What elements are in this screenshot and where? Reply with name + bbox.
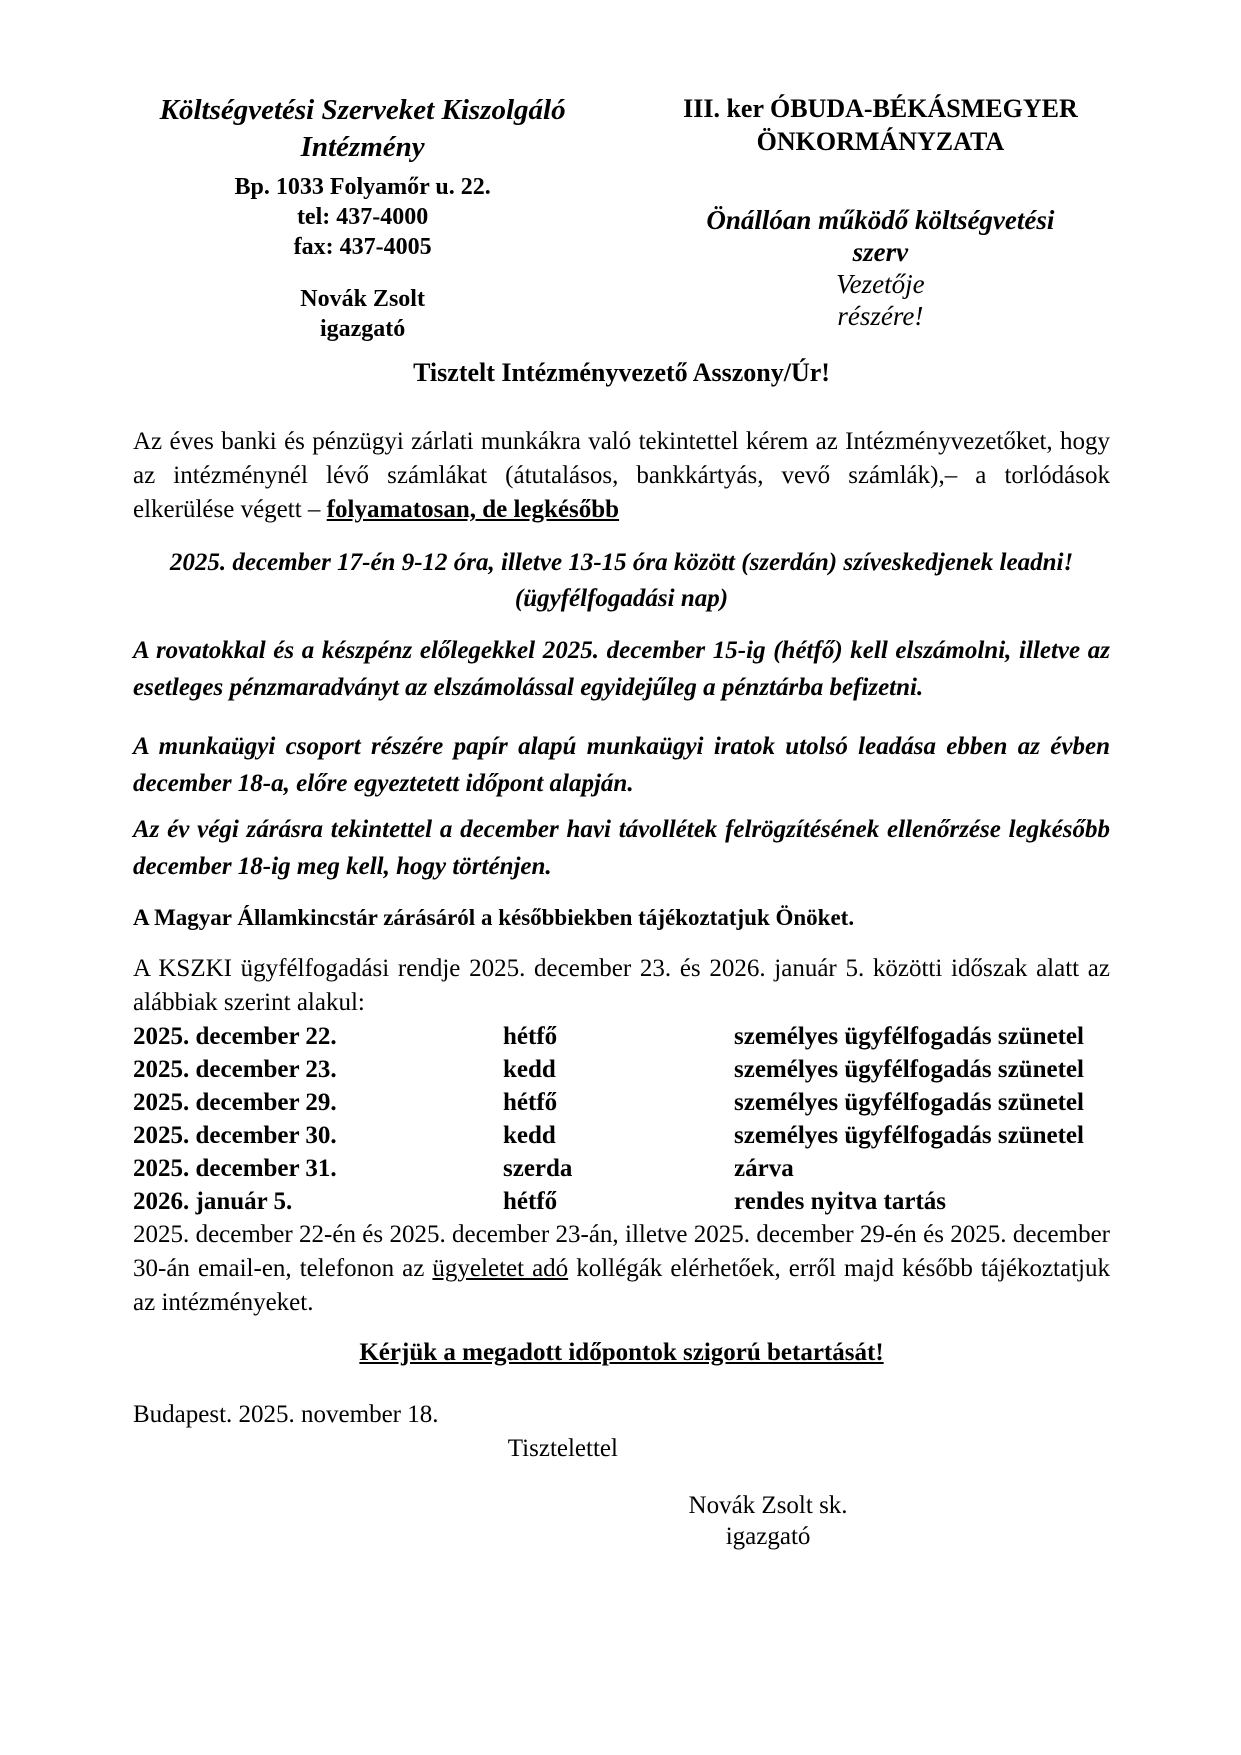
schedule-row [133,1152,1110,1185]
paragraph-intro-text: Az éves banki és pénzügyi zárlati munkákra való tekintettel kérem az Intézményvezetőket, hogy az intézménynél lévő számlákat (átutalásos, bankkártyás, vevő számlák),– a torlódások elkerülése végett – [133,428,1110,523]
sender-org-name-line2: Intézmény [300,131,425,163]
paragraph-intro-emphasis: folyamatosan, de legkésőbb [326,496,620,523]
paragraph-availability-text1: 2025. december 22-én és 2025. december 23-án, illetve 2025. december 29-én és 2025. december 30-án email-en, telefonon az [133,1221,1110,1282]
schedule-status: személyes ügyfélfogadás szünetel [734,1023,1084,1050]
schedule-date: 2025. december 30. [133,1122,337,1149]
signature-name: Novák Zsolt sk. [688,1492,848,1519]
municipality-name [651,92,1110,158]
sender-director [133,284,592,344]
sender-phone: tel: 437-4000 [296,204,429,230]
schedule-row [133,1020,1110,1053]
sender-org-name-line1: Költségvetési Szerveket Kiszolgáló [159,94,566,126]
schedule-day: hétfő [503,1188,558,1215]
schedule-day: kedd [503,1122,556,1149]
sender-fax: fax: 437-4005 [293,234,432,260]
schedule-status: zárva [734,1155,794,1182]
recipient-block [651,92,1110,332]
schedule-status: személyes ügyfélfogadás szünetel [734,1122,1084,1149]
closing-request [133,1336,1110,1370]
schedule-date: 2025. december 31. [133,1155,337,1182]
schedule-row [133,1086,1110,1119]
schedule-date: 2026. január 5. [133,1188,293,1215]
paragraph-deadline: 2025. december 17-én 9-12 óra, illetve 13-15 óra között (szerdán) szíveskedjenek leadni! (ügyfélfogadási nap) [169,549,1074,612]
recipient-role: Vezetője [836,269,925,299]
sender-address: Bp. 1033 Folyamőr u. 22. [234,174,491,200]
letterhead [133,92,1110,344]
schedule-status: személyes ügyfélfogadás szünetel [734,1089,1084,1116]
schedule-row [133,1053,1110,1086]
schedule-day: kedd [503,1056,556,1083]
municipality-line1: III. ker ÓBUDA-BÉKÁSMEGYER [683,94,1078,123]
paragraph-availability [133,1218,1110,1320]
regards-line: Tisztelettel [507,1435,618,1462]
schedule-table [133,1020,1110,1218]
paragraph-absence-check: Az év végi zárásra tekintettel a december havi távollétek felrögzítésének ellenőrzése legkésőbb december 18-ig meg kell, hogy történjen. [133,816,1110,880]
schedule-day: szerda [503,1155,573,1182]
schedule-date: 2025. december 29. [133,1089,337,1116]
recipient-org-line1: Önállóan működő költségvetési [706,205,1055,235]
salutation: Tisztelt Intézményvezető Asszony/Úr! [413,358,830,387]
signature-block [622,1490,915,1552]
paragraph-availability-underlined: ügyeletet adó [432,1255,569,1282]
schedule-date: 2025. december 23. [133,1056,337,1083]
schedule-day: hétfő [503,1089,558,1116]
closing-request-text: Kérjük a megadott időpontok szigorú betartását! [359,1339,884,1366]
schedule-row [133,1185,1110,1218]
municipality-line2: ÖNKORMÁNYZATA [756,127,1005,156]
recipient-lines [651,204,1110,332]
sender-org-name [133,92,592,166]
paragraph-schedule-intro: A KSZKI ügyfélfogadási rendje 2025. december 23. és 2026. január 5. közötti időszak alatt az alábbiak szerint alakul: [133,955,1110,1016]
schedule-status: személyes ügyfélfogadás szünetel [734,1056,1084,1083]
paragraph-cash-settlement: A rovatokkal és a készpénz előlegekkel 2025. december 15-ig (hétfő) kell elszámolni, illetve az esetleges pénzmaradványt az elszámolással egyidejűleg a pénztárba befizetni. [133,637,1110,701]
sender-director-title: igazgató [319,316,406,342]
paragraph-hr-documents: A munkaügyi csoport részére papír alapú munkaügyi iratok utolsó leadása ebben az évben december 18-a, előre egyeztetett időpont alapján. [133,733,1110,797]
sender-director-name: Novák Zsolt [300,286,425,312]
paragraph-intro [133,425,1110,527]
schedule-date: 2025. december 22. [133,1023,337,1050]
schedule-day: hétfő [503,1023,558,1050]
paragraph-availability-text2: kollégák elérhetőek, erről majd később tájékoztatjuk az intézményeket. [133,1255,1110,1316]
sender-block [133,92,592,344]
paragraph-treasury-note: A Magyar Államkincstár zárásáról a későbbiekben tájékoztatjuk Önöket. [133,905,855,930]
recipient-org-line2: szerv [852,237,909,267]
schedule-status: rendes nyitva tartás [734,1188,947,1215]
schedule-row [133,1119,1110,1152]
signature-title: igazgató [725,1523,811,1550]
date-place-line: Budapest. 2025. november 18. [133,1401,439,1428]
recipient-suffix: részére! [837,301,924,331]
